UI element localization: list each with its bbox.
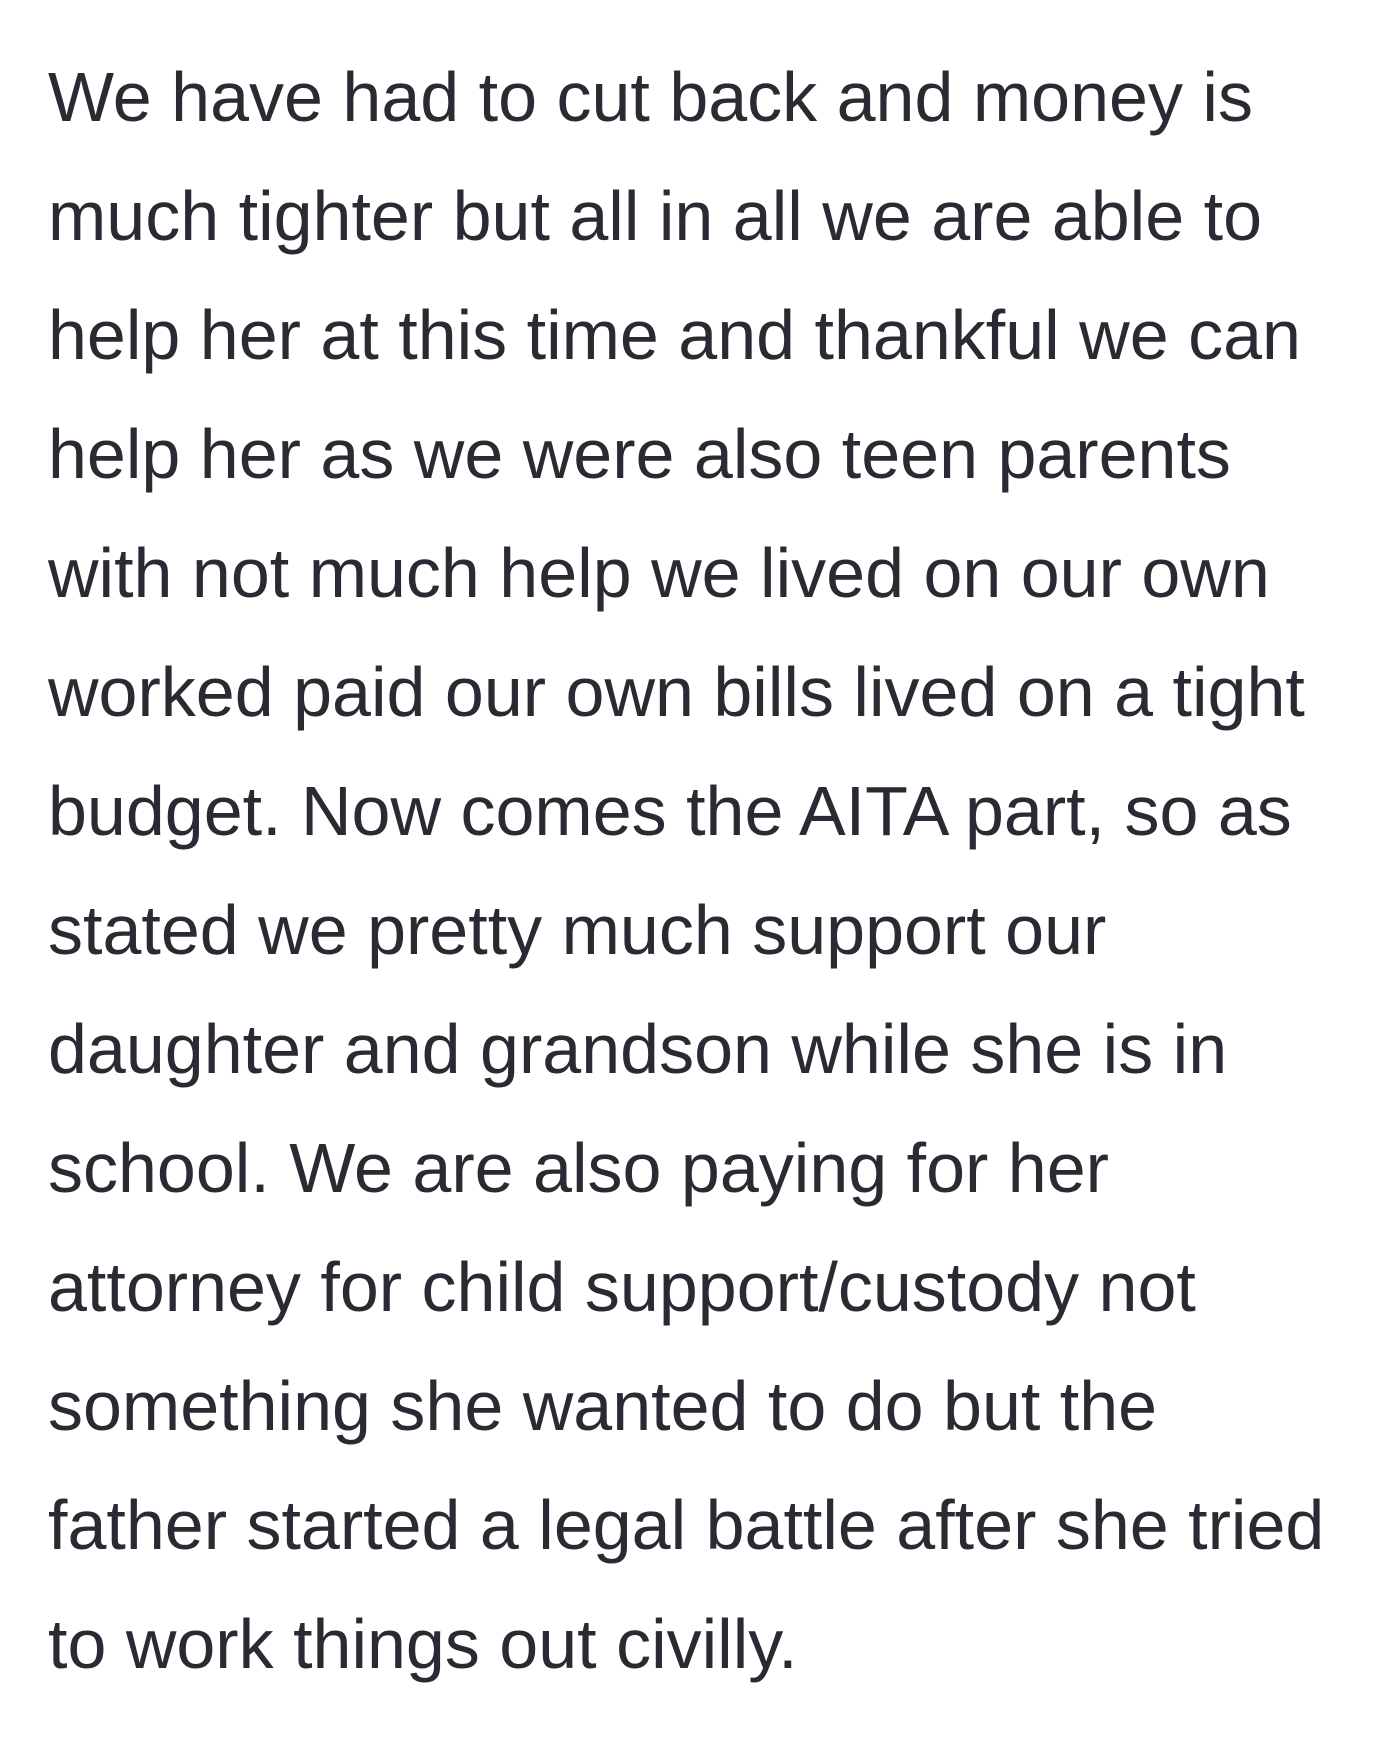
- text-line: with not much help we lived on our own: [48, 534, 1270, 612]
- text-line: much tighter but all in all we are able to: [48, 177, 1262, 255]
- text-line: to work things out civilly.: [48, 1605, 798, 1683]
- text-line: We have had to cut back and money is: [48, 58, 1253, 136]
- text-line: father started a legal battle after she tried: [48, 1486, 1325, 1564]
- text-line: worked paid our own bills lived on a tight: [48, 653, 1305, 731]
- text-line: daughter and grandson while she is in: [48, 1010, 1228, 1088]
- text-line: school. We are also paying for her: [48, 1129, 1109, 1207]
- text-line: something she wanted to do but the: [48, 1367, 1158, 1445]
- post-paragraph: [48, 0, 1378, 1704]
- text-line: attorney for child support/custody not: [48, 1248, 1196, 1326]
- text-line: stated we pretty much support our: [48, 891, 1107, 969]
- text-line: help her as we were also teen parents: [48, 415, 1231, 493]
- post-body: [48, 0, 1378, 1704]
- text-line: budget. Now comes the AITA part, so as: [48, 772, 1292, 850]
- text-line: help her at this time and thankful we can: [48, 296, 1301, 374]
